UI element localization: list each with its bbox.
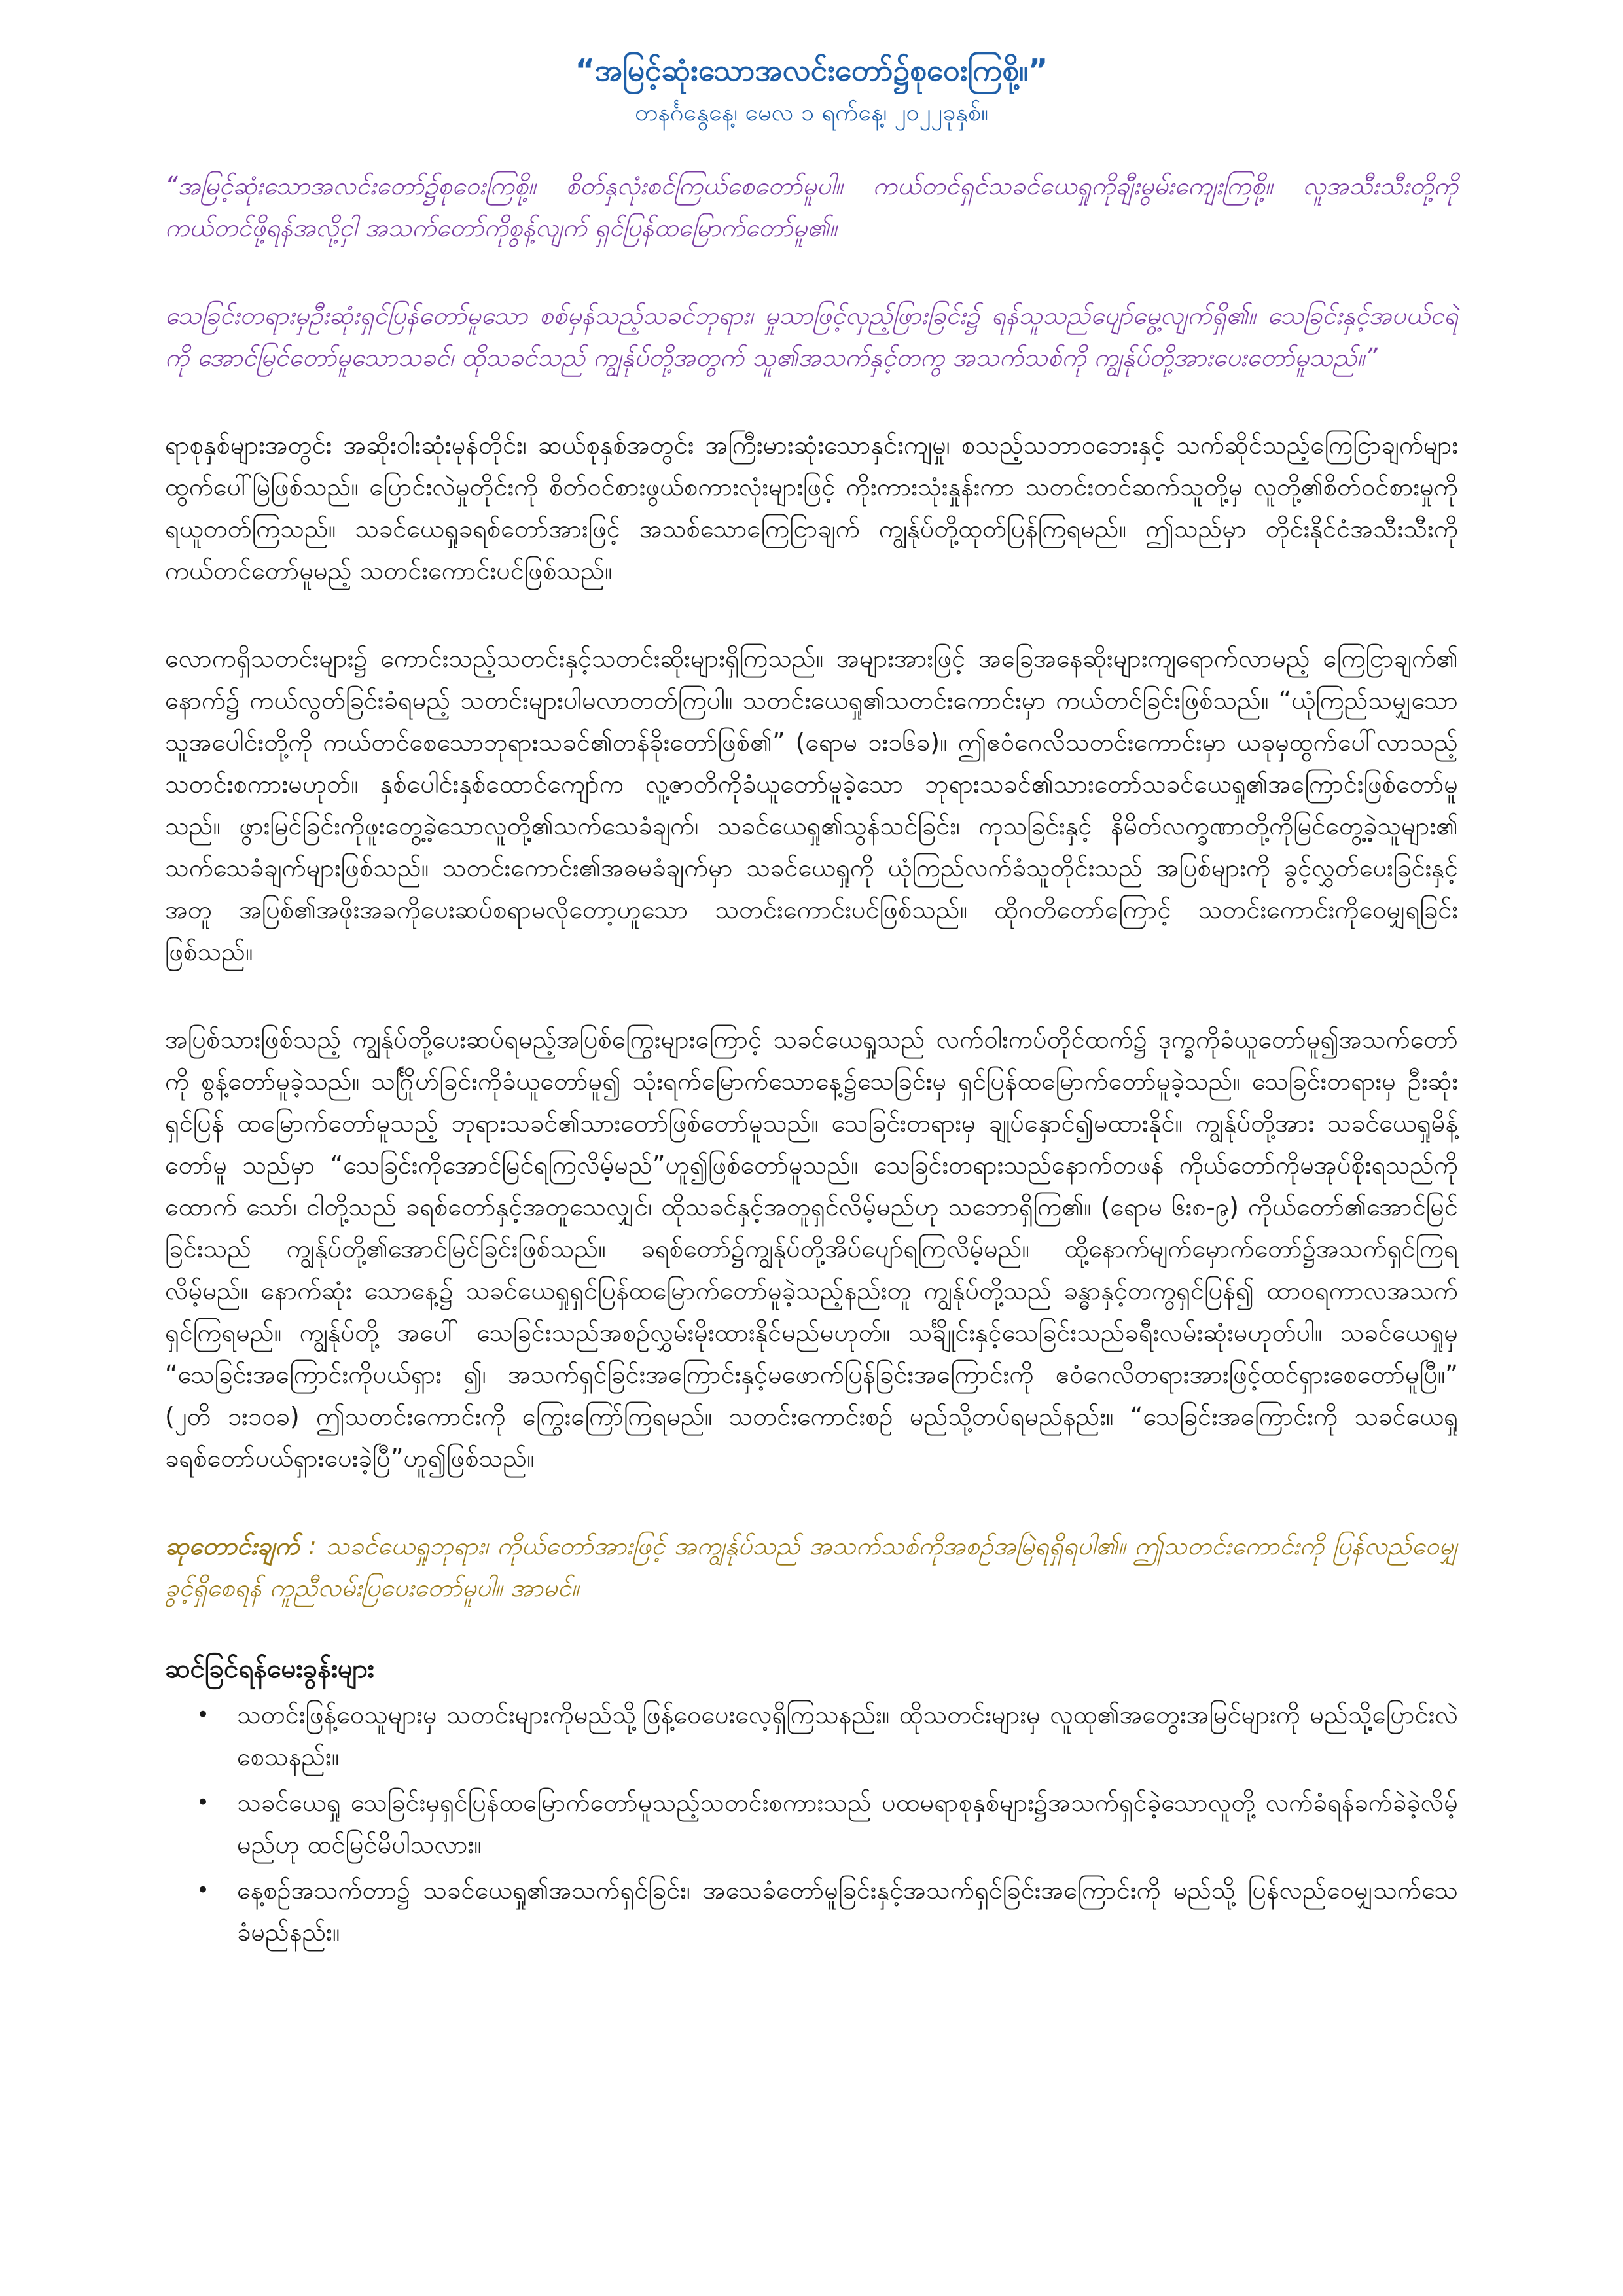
page-date: တနင်္ဂနွေနေ့၊ မေလ ၁ ရက်နေ့၊ ၂၀၂၂ခုနှစ်။ [635,99,988,126]
prayer-text: သခင်ယေရှုဘုရား၊ ကိုယ်တော်အားဖြင့် အကျွန်ုပ်သည် အသက်သစ်ကိုအစဉ်အမြဲရရှိရပါ၏။ ဤသတင်းကောင်းကို ပြန်လည်ဝေမျှ ခွင့်ရှိစေရန် ကူညီလမ်းပြပေးတော်မူပါ။ အာမင်။ [165,1532,1458,1602]
question-item [196,1869,1458,1953]
question-text: သတင်းဖြန့်ဝေသူများမှ သတင်းများကိုမည်သို့ဖြန့်ဝေပေးလေ့ရှိကြသနည်း။ ထိုသတင်းများမှ လူထု၏အတွေးအမြင်များကို မည်သို့ပြောင်းလဲ စေသနည်း။ [237,1700,1458,1771]
bullet-icon: • [196,1702,210,1728]
bullet-icon: • [196,1789,210,1816]
prayer-separator: : [299,1532,326,1560]
document-page [165,46,1458,1957]
reflection-questions [165,1648,1458,1953]
questions-list [165,1694,1458,1953]
quote-paragraph-2: သေခြင်းတရားမှဦးဆုံးရှင်ပြန်တော်မူသော စစ်မှန်သည့်သခင်ဘုရား၊ မှုသာဖြင့်လှည့်ဖြားခြင်း၌ ရန်သူသည်ပျော်မွေ့လျက်ရှိ၏။ သေခြင်းနှင့်အပယ်ငရဲကို အောင်မြင်တော်မူသောသခင်၊ ထိုသခင်သည် ကျွန်ုပ်တို့အတွက် သူ၏အသက်နှင့်တကွ အသက်သစ်ကို ကျွန်ုပ်တို့အားပေးတော်မူသည်။” [165,301,1458,372]
devotional-body [165,424,1458,1479]
question-item [196,1782,1458,1865]
question-text: နေ့စဉ်အသက်တာ၌ သခင်ယေရှု၏အသက်ရှင်ခြင်း၊ အသေခံတော်မူခြင်းနှင့်အသက်ရှင်ခြင်းအကြောင်းကို မည်သို့ ပြန်လည်ဝေမျှသက်သေ ခံမည်နည်း။ [237,1876,1458,1946]
body-paragraph-3: အပြစ်သားဖြစ်သည့် ကျွန်ုပ်တို့ပေးဆပ်ရမည့်အပြစ်ကြွေးများကြောင့် သခင်ယေရှုသည် လက်ဝါးကပ်တိုင်ထက်၌ ဒုက္ခကိုခံယူတော်မူ၍အသက်တော်ကို စွန့်တော်မူခဲ့သည်။ သင်္ဂြိုဟ်ခြင်းကိုခံယူတော်မူ၍ သုံးရက်မြောက်သောနေ့၌သေခြင်းမှ ရှင်ပြန်ထမြောက်တော်မူခဲ့သည်။ သေခြင်းတရားမှ ဦးဆုံးရှင်ပြန် ထမြောက်တော်မူသည့် ဘုရားသခင်၏သားတော်ဖြစ်တော်မူသည်။ သေခြင်းတရားမှ ချုပ်နှောင်၍မထားနိုင်။ ကျွန်ုပ်တို့အား သခင်ယေရှုမိန့်တော်မူ သည်မှာ “သေခြင်းကိုအောင်မြင်ရကြလိမ့်မည်”ဟူ၍ဖြစ်တော်မူသည်။ သေခြင်းတရားသည်နောက်တဖန် ကိုယ်တော်ကိုမအုပ်စိုးရသည်ကိုထောက် သော်၊ ငါတို့သည် ခရစ်တော်နှင့်အတူသေလျှင်၊ ထိုသခင်နှင့်အတူရှင်လိမ့်မည်ဟု သဘောရှိကြ၏။ (ရောမ ၆း၈-၉) ကိုယ်တော်၏အောင်မြင်ခြင်းသည် ကျွန်ုပ်တို့၏အောင်မြင်ခြင်းဖြစ်သည်။ ခရစ်တော်၌ကျွန်ုပ်တို့အိပ်ပျော်ရကြလိမ့်မည်။ ထို့နောက်မျက်မှောက်တော်၌အသက်ရှင်ကြရလိမ့်မည်။ နောက်ဆုံး သောနေ့၌ သခင်ယေရှုရှင်ပြန်ထမြောက်တော်မူခဲ့သည့်နည်းတူ ကျွန်ုပ်တို့သည် ခန္ဓာနှင့်တကွရှင်ပြန်၍ ထာဝရကာလအသက်ရှင်ကြရမည်။ ကျွန်ုပ်တို့ အပေါ် သေခြင်းသည်အစဉ်လွှမ်းမိုးထားနိုင်မည်မဟုတ်။ သင်္ချိုင်းနှင့်သေခြင်းသည်ခရီးလမ်းဆုံးမဟုတ်ပါ။ သခင်ယေရှုမှ “သေခြင်းအကြောင်းကိုပယ်ရှား ၍၊ အသက်ရှင်ခြင်းအကြောင်းနှင့်မဖောက်ပြန်ခြင်းအကြောင်းကို ဧဝံဂေလိတရားအားဖြင့်ထင်ရှားစေတော်မူပြီ။” (၂တိ ၁း၁၀ခ) ဤသတင်းကောင်းကို ကြွေးကြော်ကြရမည်။ သတင်းကောင်းစဉ် မည်သို့တပ်ရမည်နည်း။ “သေခြင်းအကြောင်းကို သခင်ယေရှုခရစ်တော်ပယ်ရှားပေးခဲ့ပြီ”ဟူ၍ဖြစ်သည်။ [165,1025,1458,1473]
questions-heading: ဆင်ခြင်ရန်မေးခွန်းများ [165,1654,374,1684]
prayer-section [165,1525,1458,1609]
bullet-icon: • [196,1877,210,1903]
page-title: “အမြင့်ဆုံးသောအလင်းတော်၌စုဝေးကြစို့။” [575,52,1048,88]
body-paragraph-1: ရာစုနှစ်များအတွင်း အဆိုးဝါးဆုံးမုန်တိုင်း၊ ဆယ်စုနှစ်အတွင်း အကြီးမားဆုံးသောနှင်းကျမှု၊ စသည့်သဘာဝဘေးနှင့် သက်ဆိုင်သည့်ကြေငြာချက်များ ထွက်ပေါ်မြဲဖြစ်သည်။ ပြောင်းလဲမှုတိုင်းကို စိတ်ဝင်စားဖွယ်စကားလုံးများဖြင့် ကိုးကားသုံးနှုန်းကာ သတင်းတင်ဆက်သူတို့မှ လူတို့၏စိတ်ဝင်စားမှုကို ရယူတတ်ကြသည်။ သခင်ယေရှုခရစ်တော်အားဖြင့် အသစ်သောကြေငြာချက် ကျွန်ုပ်တို့ထုတ်ပြန်ကြရမည်။ ဤသည်မှာ တိုင်းနိုင်ငံအသီးသီးကို ကယ်တင်တော်မူမည့် သတင်းကောင်းပင်ဖြစ်သည်။ [165,431,1458,585]
prayer-label: ဆုတောင်းချက် [165,1532,300,1560]
quote-paragraph-1: “အမြင့်ဆုံးသောအလင်းတော်၌စုဝေးကြစို့။ စိတ်နှလုံးစင်ကြယ်စေတော်မူပါ။ ကယ်တင်ရှင်သခင်ယေရှုကိုချီးမွမ်းကျေးကြစို့။ လူအသီးသီးတို့ကို ကယ်တင်ဖို့ရန်အလို့ငှါ အသက်တော်ကိုစွန့်လျက် ရှင်ပြန်ထမြောက်တော်မူ၏။ [165,171,1458,242]
question-text: သခင်ယေရှု သေခြင်းမှရှင်ပြန်ထမြောက်တော်မူသည့်သတင်းစကားသည် ပထမရာစုနှစ်များ၌အသက်ရှင်ခဲ့သောလူတို့ လက်ခံရန်ခက်ခဲခဲ့လိမ့် မည်ဟု ထင်မြင်မိပါသလား။ [237,1788,1458,1859]
body-paragraph-2: လောကရှိသတင်းများ၌ ကောင်းသည့်သတင်းနှင့်သတင်းဆိုးများရှိကြသည်။ အများအားဖြင့် အခြေအနေဆိုးများကျရောက်လာမည့် ကြေငြာချက်၏ နောက်၌ ကယ်လွတ်ခြင်းခံရမည့် သတင်းများပါမလာတတ်ကြပါ။ သတင်းယေရှု၏သတင်းကောင်းမှာ ကယ်တင်ခြင်းဖြစ်သည်။ “ယုံကြည်သမျှသော သူအပေါင်းတို့ကို ကယ်တင်စေသောဘုရားသခင်၏တန်ခိုးတော်ဖြစ်၏” (ရောမ ၁း၁၆ခ)။ ဤဧဝံဂေလိသတင်းကောင်းမှာ ယခုမှထွက်ပေါ်လာသည့် သတင်းစကားမဟုတ်။ နှစ်ပေါင်းနှစ်ထောင်ကျော်က လူ့ဇာတိကိုခံယူတော်မူခဲ့သော ဘုရားသခင်၏သားတော်သခင်ယေရှု၏အကြောင်းဖြစ်တော်မူ သည်။ ဖွားမြင်ခြင်းကိုဖူးတွေ့ခဲ့သောလူတို့၏သက်သေခံချက်၊ သခင်ယေရှု၏သွန်သင်ခြင်း၊ ကုသခြင်းနှင့် နိမိတ်လက္ခဏာတို့ကိုမြင်တွေ့ခဲ့သူများ၏ သက်သေခံချက်များဖြစ်သည်။ သတင်းကောင်း၏အဓမခံချက်မှာ သခင်ယေရှုကို ယုံကြည်လက်ခံသူတိုင်းသည် အပြစ်များကို ခွင့်လွှတ်ပေးခြင်းနှင့်အတူ အပြစ်၏အဖိုးအခကိုပေးဆပ်စရာမလိုတော့ဟူသော သတင်းကောင်းပင်ဖြစ်သည်။ ထိုဂတိတော်ကြောင့် သတင်းကောင်းကိုဝေမျှရခြင်းဖြစ်သည်။ [165,644,1458,966]
question-item [196,1694,1458,1778]
opening-quote [165,165,1458,378]
